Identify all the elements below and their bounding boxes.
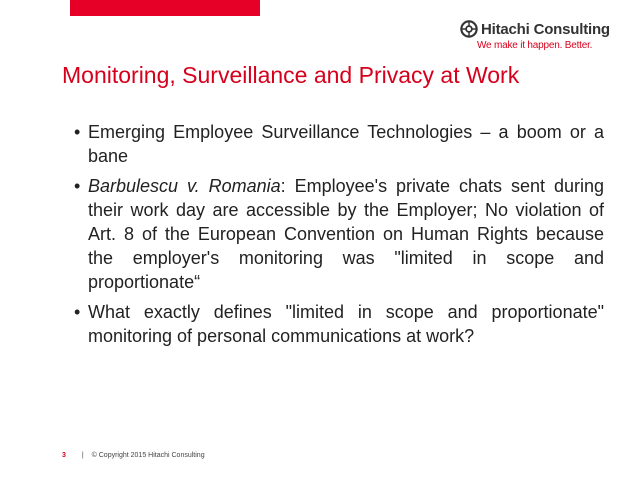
bullet-item (74, 120, 604, 168)
logo-text: Hitachi Consulting (481, 20, 610, 38)
hitachi-logo-icon (460, 20, 478, 38)
slide-title: Monitoring, Surveillance and Privacy at Work (62, 62, 520, 88)
footer-separator: | (81, 452, 84, 459)
case-name: Barbulescu v. Romania (88, 176, 281, 196)
bullet-dot: • (74, 302, 81, 322)
logo-tagline: We make it happen. Better. (477, 40, 593, 51)
bullet-item (74, 300, 604, 348)
bullet-text: What exactly defines "limited in scope and proportionate" monitoring of personal communications at work? (88, 302, 604, 346)
copyright-text: © Copyright 2015 Hitachi Consulting (91, 452, 205, 459)
top-accent-bar (70, 0, 260, 16)
bullet-text: : Employee's private chats sent during their work day are accessible by the Employer; No violation of Art. 8 of the European Convention on Human Rights because the employer's monitoring was "limited in scope and proportionate“ (88, 176, 604, 292)
page-number: 3 (62, 452, 66, 459)
bullet-text: Emerging Employee Surveillance Technologies – a boom or a bane (88, 122, 604, 166)
bullet-dot: • (74, 176, 81, 196)
hitachi-logo (460, 20, 630, 51)
bullet-dot: • (74, 122, 81, 142)
bullet-item (74, 174, 604, 294)
footer (62, 452, 205, 459)
bullet-list (74, 120, 604, 354)
